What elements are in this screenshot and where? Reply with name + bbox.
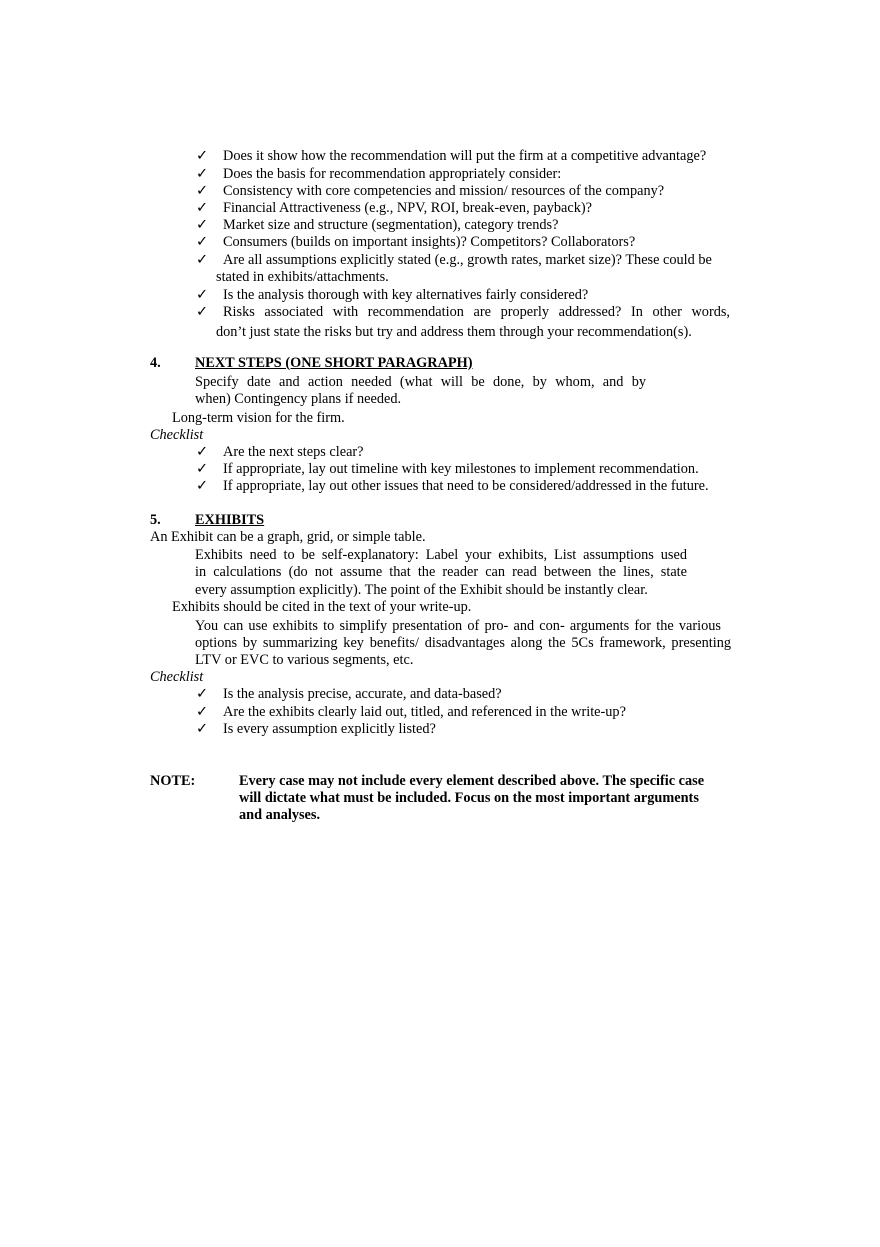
checklist-text-continued: stated in exhibits/attachments. xyxy=(216,269,389,285)
paragraph-line: when) Contingency plans if needed. xyxy=(195,391,402,407)
checklist-text: Is every assumption explicitly listed? xyxy=(223,721,436,737)
checklist-item xyxy=(196,478,709,495)
paragraph-line: options by summarizing key benefits/ disadvantages along the 5Cs framework, presenting xyxy=(195,635,731,651)
checklist-label: Checklist xyxy=(150,427,204,443)
checklist-text: Consumers (builds on important insights)? Competitors? Collaborators? xyxy=(223,234,636,250)
checklist-text: Is the analysis precise, accurate, and data-based? xyxy=(223,686,502,702)
checklist-text: Are the next steps clear? xyxy=(223,444,364,460)
checklist-text: Consistency with core competencies and mission/ resources of the company? xyxy=(223,183,665,199)
cited-line: Exhibits should be cited in the text of your write-up. xyxy=(172,599,472,615)
checklist-item xyxy=(196,217,558,234)
checkmark-icon: ✓ xyxy=(196,252,208,268)
checkmark-icon: ✓ xyxy=(196,200,208,216)
checklist-label: Checklist xyxy=(150,669,204,685)
section-title-exhibits: EXHIBITS xyxy=(195,512,265,528)
checkmark-icon: ✓ xyxy=(196,721,208,737)
checklist-text: Financial Attractiveness (e.g., NPV, ROI, break-even, payback)? xyxy=(223,200,592,216)
checklist-item xyxy=(196,461,699,478)
paragraph-line: in calculations (do not assume that the reader can read between the lines, state xyxy=(195,564,687,580)
paragraph-line: Exhibits need to be self-explanatory: Label your exhibits, List assumptions used xyxy=(195,547,687,563)
paragraph-line: You can use exhibits to simplify presentation of pro- and con- arguments for the various xyxy=(195,618,721,634)
paragraph-line: LTV or EVC to various segments, etc. xyxy=(195,652,414,668)
section-number: 5. xyxy=(150,512,161,528)
checklist-text: Are the exhibits clearly laid out, titled, and referenced in the write-up? xyxy=(223,704,626,720)
checklist-item xyxy=(196,444,364,461)
checkmark-icon: ✓ xyxy=(196,704,208,720)
section-title-next-steps: NEXT STEPS (ONE SHORT PARAGRAPH) xyxy=(195,355,473,371)
checklist-text: Does the basis for recommendation appropriately consider: xyxy=(223,166,562,182)
checkmark-icon: ✓ xyxy=(196,478,208,494)
checklist-item xyxy=(196,234,635,251)
checkmark-icon: ✓ xyxy=(196,148,208,164)
checklist-text: If appropriate, lay out timeline with key milestones to implement recommendation. xyxy=(223,461,699,477)
checkmark-icon: ✓ xyxy=(196,304,208,320)
checklist-item xyxy=(196,704,626,721)
checklist-item xyxy=(196,166,561,183)
checkmark-icon: ✓ xyxy=(196,287,208,303)
paragraph-line: Specify date and action needed (what will be done, by whom, and by xyxy=(195,374,646,390)
checklist-text: Does it show how the recommendation will put the firm at a competitive advantage? xyxy=(223,148,707,164)
checklist-text: Are all assumptions explicitly stated (e.g., growth rates, market size)? These could be xyxy=(223,252,712,268)
checklist-item xyxy=(196,252,712,269)
note-label: NOTE: xyxy=(150,773,196,789)
checklist-item xyxy=(196,183,664,200)
intro-line: An Exhibit can be a graph, grid, or simple table. xyxy=(150,529,426,545)
checkmark-icon: ✓ xyxy=(196,166,208,182)
checkmark-icon: ✓ xyxy=(196,444,208,460)
checkmark-icon: ✓ xyxy=(196,217,208,233)
checkmark-icon: ✓ xyxy=(196,461,208,477)
section-number: 4. xyxy=(150,355,161,371)
checklist-text: If appropriate, lay out other issues that need to be considered/addressed in the future. xyxy=(223,478,709,494)
vision-line: Long-term vision for the firm. xyxy=(172,410,345,426)
checklist-item xyxy=(196,721,436,738)
checkmark-icon: ✓ xyxy=(196,183,208,199)
checkmark-icon: ✓ xyxy=(196,686,208,702)
checkmark-icon: ✓ xyxy=(196,234,208,250)
checklist-text: Market size and structure (segmentation), category trends? xyxy=(223,217,559,233)
paragraph-line: every assumption explicitly). The point of the Exhibit should be instantly clear. xyxy=(195,582,648,598)
checklist-item xyxy=(196,686,502,703)
note-line: and analyses. xyxy=(239,807,321,823)
checklist-item xyxy=(196,200,592,217)
checklist-text: Risks associated with recommendation are properly addressed? In other words, xyxy=(223,304,730,320)
checklist-item xyxy=(196,304,730,321)
note-line: will dictate what must be included. Focus on the most important arguments xyxy=(239,790,699,806)
note-line: Every case may not include every element described above. The specific case xyxy=(239,773,705,789)
checklist-item xyxy=(196,148,706,165)
checklist-item xyxy=(196,287,588,304)
checklist-text: Is the analysis thorough with key alternatives fairly considered? xyxy=(223,287,589,303)
checklist-text-continued: don’t just state the risks but try and address them through your recommendation(s). xyxy=(216,324,692,340)
